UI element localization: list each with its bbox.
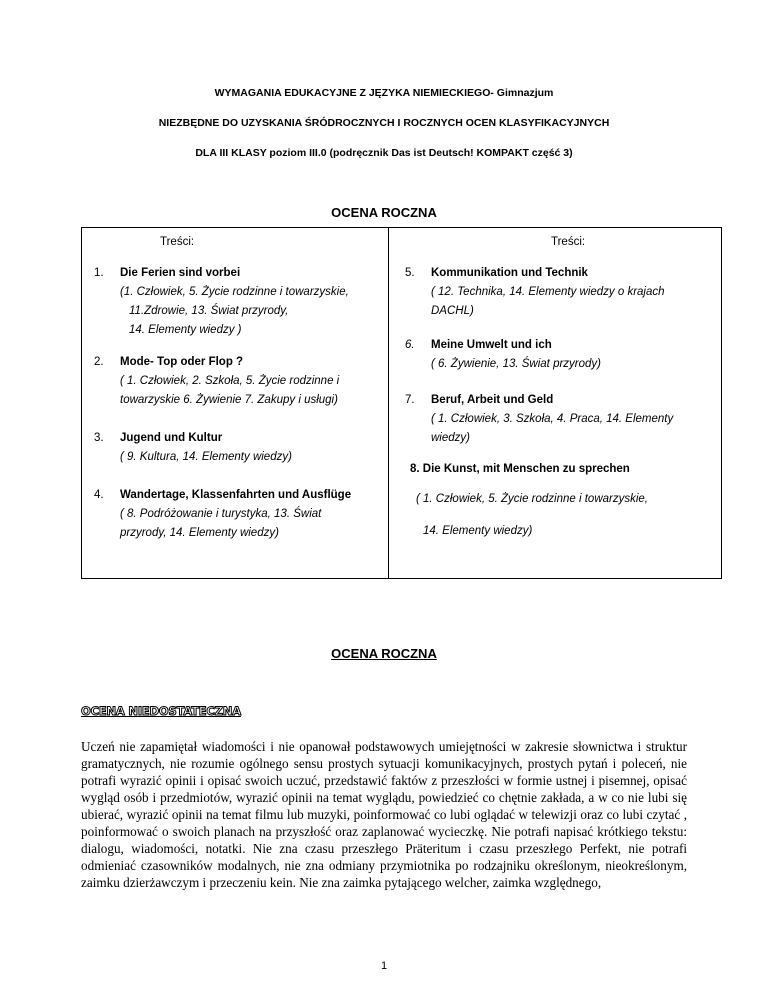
topic-item-2 xyxy=(94,353,384,410)
topic-detail-line: ( 12. Technika, 14. Elementy wiedzy o krajach xyxy=(431,286,665,298)
topic-title: 8. Die Kunst, mit Menschen zu sprechen xyxy=(410,463,630,475)
topic-item-4 xyxy=(94,486,384,543)
topic-detail-line: (1. Człowiek, 5. Życie rodzinne i towarzyskie, xyxy=(120,286,349,298)
topic-number: 5. xyxy=(405,267,415,279)
topic-item-1 xyxy=(94,264,384,340)
topic-title: Meine Umwelt und ich xyxy=(431,339,552,351)
doc-header-line-2: NIEZBĘDNE DO UZYSKANIA ŚRÓDROCZNYCH I ROCZNYCH OCEN KLASYFIKACYJNYCH xyxy=(158,117,610,129)
grade-description-paragraph: Uczeń nie zapamiętał wiadomości i nie opanował podstawowych umiejętności w zakresie słownictwa i struktur gramatycznych, nie rozumie ogólnego sensu prostych sytuacji komunikacyjnych, prostych pytań i poleceń, nie potrafi wyrazić opinii i opisać swoich uczuć, przedstawić faktów z przeszłości w formie ustnej i pisemnej, opisać wygląd osób i przedmiotów, wyrazić opinii na temat wyglądu, powiedzieć co chętnie zakłada, a w co nie lubi się ubierać, wyrazić opinii na temat filmu lub muzyki, poinformować co lubi oglądać w telewizji oraz co lubi czytać , poinformować o swoich planach na przyszłość oraz zaplanować wycieczkę. Nie potrafi napisać krótkiego tekstu: dialogu, wiadomości, notatki. Nie zna czasu przeszłego Präteritum i czasu przeszłego Perfekt, nie potrafi odmieniać czasowników modalnych, nie zna odmiany przymiotnika po rodzajniku określonym, nieokreślonym, zaimku dzierżawczym i przeczeniu kein. Nie zna zaimka pytającego welcher, zaimka względnego, xyxy=(81,739,687,890)
topic-title: Mode- Top oder Flop ? xyxy=(120,356,244,368)
topic-number: 3. xyxy=(94,432,104,444)
topic-item-8-detail-1: ( 1. Człowiek, 5. Życie rodzinne i towarzyskie, xyxy=(416,493,648,505)
topic-number: 7. xyxy=(405,394,415,406)
content-table xyxy=(81,227,722,579)
left-column-header: Treści: xyxy=(160,236,195,248)
doc-header-line-1: WYMAGANIA EDUKACYJNE Z JĘZYKA NIEMIECKIEGO- Gimnazjum xyxy=(214,87,554,99)
topic-title: Beruf, Arbeit und Geld xyxy=(431,394,554,406)
topic-detail-line: ( 1. Człowiek, 3. Szkoła, 4. Praca, 14. Elementy xyxy=(431,413,674,425)
topic-number: 2. xyxy=(94,356,104,368)
topic-detail-line: ( 6. Żywienie, 13. Świat przyrody) xyxy=(431,358,602,370)
topic-item-6 xyxy=(405,336,713,374)
topic-number: 4. xyxy=(94,489,104,501)
topic-detail-line: przyrody, 14. Elementy wiedzy) xyxy=(120,527,279,539)
table-column-divider xyxy=(388,228,389,578)
topic-title: Wandertage, Klassenfahrten und Ausflüge xyxy=(120,489,352,501)
topic-item-3 xyxy=(94,429,384,467)
topic-detail-line: ( 9. Kultura, 14. Elementy wiedzy) xyxy=(120,451,292,463)
grade-heading-niedostateczna: OCENA NIEDOSTATECZNA xyxy=(81,704,241,718)
page-number: 1 xyxy=(380,960,388,972)
doc-header-line-3: DLA III KLASY poziom III.0 (podręcznik Das ist Deutsch! KOMPAKT część 3) xyxy=(195,147,573,159)
topic-title: Die Ferien sind vorbei xyxy=(120,267,241,279)
topic-item-7 xyxy=(405,391,713,448)
topic-detail-line: towarzyskie 6. Żywienie 7. Zakupy i usługi) xyxy=(120,394,338,406)
topic-detail-line: 11.Zdrowie, 13. Świat przyrody, xyxy=(129,305,289,317)
topic-title: Kommunikation und Technik xyxy=(431,267,588,279)
topic-number: 6. xyxy=(405,339,415,351)
topic-detail-line: ( 1. Człowiek, 2. Szkoła, 5. Życie rodzinne i xyxy=(120,375,340,387)
topic-item-8-title xyxy=(410,460,630,479)
section-title-ocena-roczna-2: OCENA ROCZNA xyxy=(331,646,437,661)
section-title-ocena-roczna: OCENA ROCZNA xyxy=(331,205,437,220)
topic-detail-line: 14. Elementy wiedzy ) xyxy=(129,324,242,336)
topic-number: 1. xyxy=(94,267,104,279)
right-column-header: Treści: xyxy=(551,236,586,248)
topic-item-8-detail-2: 14. Elementy wiedzy) xyxy=(423,525,533,537)
topic-detail-line: wiedzy) xyxy=(431,432,470,444)
topic-item-5 xyxy=(405,264,713,321)
topic-detail-line: ( 8. Podróżowanie i turystyka, 13. Świat xyxy=(120,508,322,520)
topic-detail-line: DACHL) xyxy=(431,305,474,317)
topic-title: Jugend und Kultur xyxy=(120,432,223,444)
